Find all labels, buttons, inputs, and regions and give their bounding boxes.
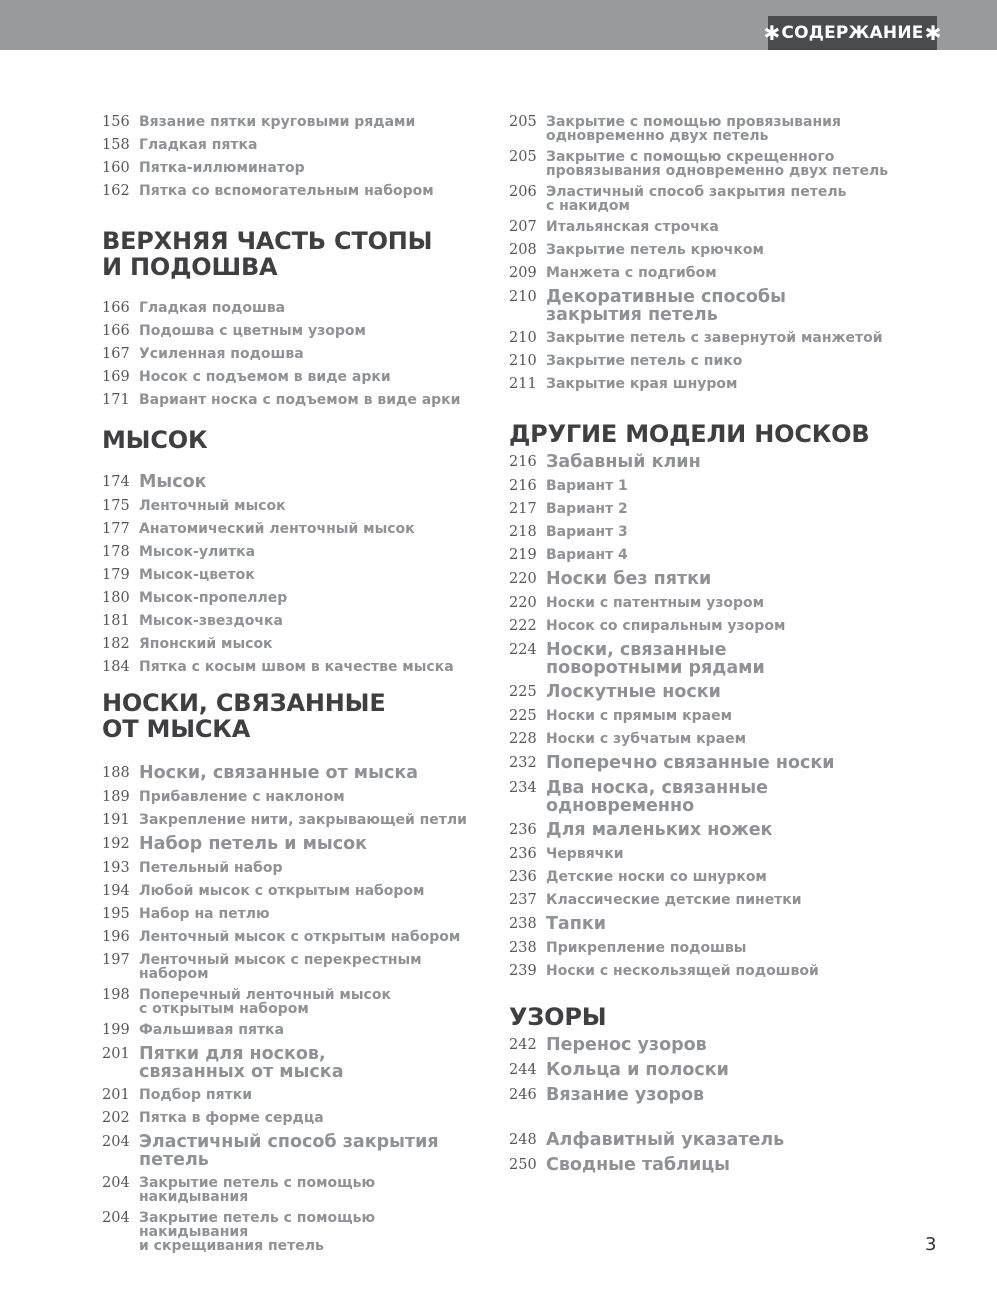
asterisk-icon: ✱: [924, 21, 942, 45]
toc-page-number: 174: [102, 474, 130, 490]
toc-page-number: 160: [102, 160, 130, 176]
toc-entry: [102, 613, 482, 630]
toc-page-number: 182: [102, 636, 130, 652]
toc-entry: [509, 353, 889, 370]
toc-page-number: 167: [102, 346, 130, 362]
toc-page-number: 177: [102, 521, 130, 537]
toc-entry: [509, 1086, 889, 1105]
toc-page-number: 180: [102, 590, 130, 606]
toc-entry: [509, 963, 889, 980]
toc-entry-group: [509, 114, 889, 393]
toc-entry-title: Закрепление нити, закрывающей петли: [139, 812, 467, 828]
toc-entry: [102, 183, 482, 200]
toc-page-number: 202: [102, 1110, 130, 1126]
toc-entry-title: Ленточный мысок: [139, 498, 286, 514]
toc-page-number: 228: [509, 731, 537, 747]
toc-page-number: 205: [509, 149, 537, 165]
toc-entry: [102, 114, 482, 131]
toc-page-number: 236: [509, 822, 537, 838]
toc-entry-title: Для маленьких ножек: [546, 820, 773, 840]
toc-entry: [509, 683, 889, 702]
toc-entry-title: Гладкая пятка: [139, 137, 258, 153]
toc-entry-title: Перенос узоров: [546, 1035, 707, 1055]
toc-page-number: 246: [509, 1087, 537, 1103]
toc-entry-title: Пятки для носков, связанных от мыска: [139, 1044, 344, 1082]
toc-entry-title: Носки, связанные поворотными рядами: [546, 640, 765, 678]
toc-entry: [509, 846, 889, 863]
toc-page-number: 250: [509, 1157, 537, 1173]
toc-entry: [509, 915, 889, 934]
toc-page-number: 169: [102, 369, 130, 385]
toc-page-number: 242: [509, 1037, 537, 1053]
toc-page-number: 188: [102, 765, 130, 781]
toc-page-number: 211: [509, 376, 537, 392]
toc-page-number: 194: [102, 883, 130, 899]
toc-page-number: 166: [102, 300, 130, 316]
toc-entry-title: Набор петель и мысок: [139, 834, 368, 854]
toc-page-number: 204: [102, 1210, 130, 1226]
toc-entry-title: Ленточный мысок с открытым набором: [139, 929, 461, 945]
toc-right-column: [509, 114, 889, 1181]
toc-page-number: 238: [509, 940, 537, 956]
toc-entry: [102, 392, 482, 409]
toc-page-number: 204: [102, 1134, 130, 1150]
toc-page-number: 210: [509, 330, 537, 346]
toc-entry-title: Подошва с цветным узором: [139, 323, 366, 339]
toc-entry: [509, 114, 889, 143]
toc-page-number: 225: [509, 684, 537, 700]
toc-page-number: 179: [102, 567, 130, 583]
toc-entry: [102, 1087, 482, 1104]
toc-entry-title: Декоративные способы закрытия петель: [546, 287, 786, 325]
toc-entry: [509, 265, 889, 282]
toc-page-number: 208: [509, 242, 537, 258]
toc-entry: [102, 473, 482, 492]
toc-entry: [509, 1156, 889, 1175]
toc-entry: [509, 1131, 889, 1150]
toc-entry-title: Вязание узоров: [546, 1085, 705, 1105]
toc-page-number: 184: [102, 659, 130, 675]
contents-tab-label: СОДЕРЖАНИЕ: [781, 23, 924, 43]
toc-entry: [102, 952, 482, 981]
toc-entry-title: Вязание пятки круговыми рядами: [139, 114, 416, 130]
toc-entry-group: [102, 300, 482, 409]
page-number: 3: [925, 1234, 937, 1255]
toc-entry: [102, 498, 482, 515]
toc-page-number: 218: [509, 524, 537, 540]
toc-page-number: 175: [102, 498, 130, 514]
toc-entry-title: Закрытие петель с завернутой манжетой: [546, 330, 883, 346]
toc-entry-title: Носки без пятки: [546, 569, 712, 589]
toc-entry-group: [102, 764, 482, 1253]
toc-entry-title: Кольца и полоски: [546, 1060, 729, 1080]
toc-entry-title: Закрытие петель с пико: [546, 353, 743, 369]
toc-entry: [102, 300, 482, 317]
toc-page-number: 193: [102, 860, 130, 876]
toc-entry: [102, 1110, 482, 1127]
toc-page-number: 232: [509, 755, 537, 771]
toc-entry: [102, 137, 482, 154]
toc-entry: [102, 883, 482, 900]
toc-entry: [509, 1036, 889, 1055]
toc-entry: [102, 636, 482, 653]
toc-entry-title: Забавный клин: [546, 452, 701, 472]
toc-entry-title: Поперечный ленточный мысок с открытым набором: [139, 987, 391, 1017]
toc-entry-title: Японский мысок: [139, 636, 273, 652]
toc-entry-title: Пятка со вспомогательным набором: [139, 183, 434, 199]
toc-entry-title: Гладкая подошва: [139, 300, 286, 316]
toc-page-number: 222: [509, 618, 537, 634]
toc-entry-title: Итальянская строчка: [546, 219, 719, 235]
toc-entry-title: Вариант 1: [546, 478, 628, 494]
toc-entry-title: Носки с патентным узором: [546, 595, 765, 611]
asterisk-icon: ✱: [763, 21, 781, 45]
toc-entry: [102, 1133, 482, 1169]
toc-entry: [509, 501, 889, 518]
toc-entry-title: Мысок-улитка: [139, 544, 256, 560]
toc-page-number: 238: [509, 916, 537, 932]
toc-page-number: 244: [509, 1062, 537, 1078]
toc-entry-title: Прибавление с наклоном: [139, 789, 345, 805]
toc-page-number: 224: [509, 642, 537, 658]
toc-entry: [102, 1045, 482, 1081]
section-heading: НОСКИ, СВЯЗАННЫЕ ОТ МЫСКА: [102, 689, 386, 743]
toc-entry-title: Носки с зубчатым краем: [546, 731, 747, 747]
toc-entry-title: Закрытие края шнуром: [546, 376, 738, 392]
toc-page-number: 207: [509, 219, 537, 235]
toc-entry-title: Носки с прямым краем: [546, 708, 733, 724]
toc-entry-title: Закрытие с помощью скрещенного провязывания одновременно двух петель: [546, 149, 889, 179]
toc-entry-title: Мысок: [139, 472, 207, 492]
toc-page-number: 234: [509, 780, 537, 796]
toc-entry-title: Носок со спиральным узором: [546, 618, 786, 634]
toc-entry-title: Пятка-иллюминатор: [139, 160, 305, 176]
toc-page-number: 239: [509, 963, 537, 979]
toc-entry: [102, 987, 482, 1016]
toc-entry: [102, 544, 482, 561]
toc-entry-title: Петельный набор: [139, 860, 283, 876]
toc-entry-group: [509, 1131, 889, 1175]
toc-page-number: 216: [509, 478, 537, 494]
toc-entry-title: Вариант 4: [546, 547, 628, 563]
toc-page-number: 189: [102, 789, 130, 805]
toc-entry: [102, 659, 482, 676]
toc-entry: [509, 288, 889, 324]
contents-tab: [763, 16, 942, 50]
toc-entry: [509, 184, 889, 213]
toc-entry-group: [102, 114, 482, 200]
toc-entry-title: Подбор пятки: [139, 1087, 253, 1103]
toc-page-number: 220: [509, 595, 537, 611]
toc-entry: [509, 731, 889, 748]
toc-entry-title: Закрытие петель с помощью накидывания: [139, 1175, 376, 1205]
toc-page-number: 192: [102, 836, 130, 852]
toc-page-number: 210: [509, 289, 537, 305]
toc-entry: [509, 149, 889, 178]
toc-entry: [509, 547, 889, 564]
toc-entry: [102, 590, 482, 607]
toc-page-number: 217: [509, 501, 537, 517]
toc-entry-title: Сводные таблицы: [546, 1155, 730, 1175]
toc-entry-title: Анатомический ленточный мысок: [139, 521, 415, 537]
toc-entry-title: Ленточный мысок с перекрестным набором: [139, 952, 422, 982]
section-heading: МЫСОК: [102, 426, 208, 454]
toc-entry-title: Носки, связанные от мыска: [139, 763, 419, 783]
toc-left-column: [102, 114, 482, 1259]
section-heading: УЗОРЫ: [509, 1003, 607, 1031]
toc-entry: [102, 1210, 482, 1253]
toc-entry: [509, 524, 889, 541]
toc-page-number: 197: [102, 952, 130, 968]
toc-entry-title: Носок с подъемом в виде арки: [139, 369, 391, 385]
toc-entry-title: Носки с нескользящей подошвой: [546, 963, 819, 979]
toc-entry: [102, 789, 482, 806]
toc-entry: [509, 595, 889, 612]
toc-entry-group: [509, 453, 889, 980]
toc-page-number: 204: [102, 1175, 130, 1191]
toc-entry-title: Алфавитный указатель: [546, 1130, 785, 1150]
toc-entry: [509, 219, 889, 236]
toc-page-number: 156: [102, 114, 130, 130]
toc-page-number: 195: [102, 906, 130, 922]
toc-page-number: 181: [102, 613, 130, 629]
toc-page-number: 198: [102, 987, 130, 1003]
toc-entry: [509, 869, 889, 886]
toc-entry-title: Фальшивая пятка: [139, 1022, 285, 1038]
section-heading: ВЕРХНЯЯ ЧАСТЬ СТОПЫ И ПОДОШВА: [102, 227, 433, 281]
toc-entry-title: Лоскутные носки: [546, 682, 721, 702]
toc-page-number: 166: [102, 323, 130, 339]
toc-entry: [102, 323, 482, 340]
toc-entry-title: Два носка, связанные одновременно: [546, 778, 769, 816]
toc-entry-title: Закрытие петель крючком: [546, 242, 764, 258]
toc-page-number: 210: [509, 353, 537, 369]
toc-entry: [509, 376, 889, 393]
toc-entry: [102, 369, 482, 386]
toc-page-number: 220: [509, 571, 537, 587]
toc-entry: [509, 779, 889, 815]
toc-page-number: 196: [102, 929, 130, 945]
toc-entry: [102, 929, 482, 946]
toc-entry: [509, 708, 889, 725]
toc-entry: [509, 821, 889, 840]
toc-entry: [102, 764, 482, 783]
toc-entry-title: Эластичный способ закрытия петель с накидом: [546, 184, 847, 214]
toc-entry-title: Прикрепление подошвы: [546, 940, 747, 956]
toc-entry: [102, 160, 482, 177]
toc-entry: [509, 330, 889, 347]
toc-entry-group: [509, 1036, 889, 1105]
toc-entry: [102, 1175, 482, 1204]
toc-page-number: 162: [102, 183, 130, 199]
toc-page-number: 171: [102, 392, 130, 408]
toc-entry: [102, 521, 482, 538]
toc-entry: [509, 570, 889, 589]
toc-entry-title: Манжета с подгибом: [546, 265, 717, 281]
toc-entry-title: Тапки: [546, 914, 606, 934]
toc-entry: [102, 1022, 482, 1039]
toc-entry: [509, 453, 889, 472]
toc-page-number: 201: [102, 1087, 130, 1103]
toc-entry-title: Эластичный способ закрытия петель: [139, 1132, 439, 1170]
toc-entry: [102, 567, 482, 584]
toc-entry-title: Вариант 2: [546, 501, 628, 517]
toc-entry: [509, 641, 889, 677]
toc-entry-title: Закрытие с помощью провязывания одновременно двух петель: [546, 114, 841, 144]
toc-entry-title: Мысок-звездочка: [139, 613, 283, 629]
toc-entry-title: Мысок-пропеллер: [139, 590, 288, 606]
toc-entry: [509, 1061, 889, 1080]
toc-page-number: 191: [102, 812, 130, 828]
section-heading: ДРУГИЕ МОДЕЛИ НОСКОВ: [509, 420, 870, 448]
toc-entry-title: Пятка с косым швом в качестве мыска: [139, 659, 454, 675]
toc-page-number: 236: [509, 869, 537, 885]
toc-page-number: 216: [509, 454, 537, 470]
toc-entry: [509, 940, 889, 957]
toc-page-number: 219: [509, 547, 537, 563]
toc-page-number: 236: [509, 846, 537, 862]
toc-page-number: 206: [509, 184, 537, 200]
toc-entry: [102, 812, 482, 829]
toc-page-number: 201: [102, 1046, 130, 1062]
toc-entry-title: Набор на петлю: [139, 906, 270, 922]
toc-page-number: 178: [102, 544, 130, 560]
toc-entry-title: Поперечно связанные носки: [546, 753, 835, 773]
toc-page-number: 225: [509, 708, 537, 724]
toc-entry-group: [102, 473, 482, 676]
toc-entry-title: Вариант 3: [546, 524, 628, 540]
toc-entry: [509, 754, 889, 773]
toc-page-number: 158: [102, 137, 130, 153]
toc-page-number: 199: [102, 1022, 130, 1038]
toc-entry: [102, 346, 482, 363]
toc-page-number: 248: [509, 1132, 537, 1148]
toc-entry-title: Вариант носка с подъемом в виде арки: [139, 392, 461, 408]
toc-entry-title: Классические детские пинетки: [546, 892, 802, 908]
toc-entry: [509, 618, 889, 635]
toc-entry: [509, 892, 889, 909]
toc-entry-title: Червячки: [546, 846, 624, 862]
toc-page-number: 209: [509, 265, 537, 281]
toc-entry-title: Мысок-цветок: [139, 567, 255, 583]
toc-entry: [102, 860, 482, 877]
toc-entry: [102, 835, 482, 854]
toc-entry: [102, 906, 482, 923]
toc-entry-title: Любой мысок с открытым набором: [139, 883, 425, 899]
toc-entry-title: Закрытие петель с помощью накидывания и скрещивания петель: [139, 1210, 376, 1254]
toc-entry-title: Детские носки со шнурком: [546, 869, 767, 885]
toc-page-number: 205: [509, 114, 537, 130]
toc-entry-title: Пятка в форме сердца: [139, 1110, 324, 1126]
toc-entry-title: Усиленная подошва: [139, 346, 304, 362]
toc-entry: [509, 478, 889, 495]
toc-entry: [509, 242, 889, 259]
toc-page-number: 237: [509, 892, 537, 908]
